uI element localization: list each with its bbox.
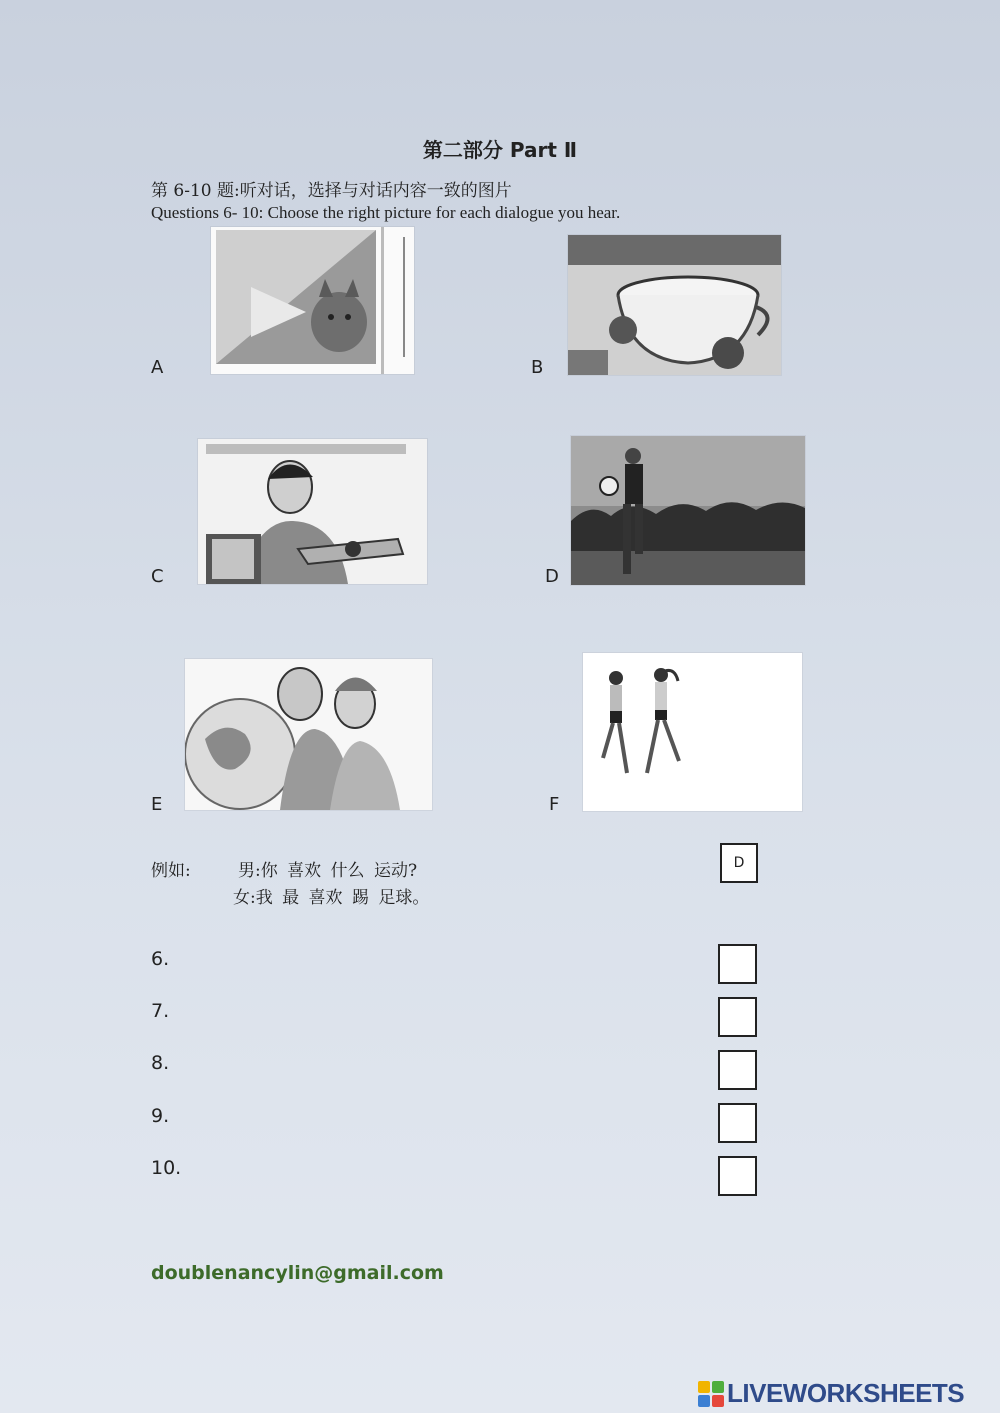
example-label: 例如: [151, 861, 191, 881]
answer-box-6[interactable] [718, 944, 757, 984]
picture-letter-d: D [545, 566, 559, 587]
picture-letter-b: B [531, 357, 544, 378]
liveworksheets-brand-text: LIVEWORKSHEETS [727, 1378, 965, 1408]
man-checking-watch-image [198, 439, 427, 584]
question-number-10: 10. [151, 1157, 182, 1179]
couple-running-image [583, 653, 802, 811]
teacup-image [568, 235, 781, 375]
example-answer-box: D [720, 843, 758, 883]
question-number-9: 9. [151, 1105, 170, 1127]
example-dialogue-man: 男:你 喜欢 什么 运动? [238, 861, 418, 881]
picture-letter-f: F [549, 794, 560, 815]
picture-letter-c: C [151, 566, 164, 587]
question-number-8: 8. [151, 1052, 170, 1074]
answer-box-10[interactable] [718, 1156, 757, 1196]
liveworksheets-icon [698, 1381, 724, 1407]
question-number-6: 6. [151, 948, 170, 970]
instruction-english: Questions 6- 10: Choose the right picture for each dialogue you hear. [151, 203, 621, 222]
cat-image [211, 227, 414, 374]
answer-box-9[interactable] [718, 1103, 757, 1143]
girl-soccer-image [571, 436, 805, 585]
question-number-7: 7. [151, 1000, 170, 1022]
picture-letter-e: E [151, 794, 163, 815]
answer-box-7[interactable] [718, 997, 757, 1037]
people-globe-image [185, 659, 432, 810]
page-title: 第二部分 Part Ⅱ [422, 138, 578, 162]
answer-box-8[interactable] [718, 1050, 757, 1090]
author-email: doublenancylin@gmail.com [151, 1262, 444, 1284]
picture-letter-a: A [151, 357, 164, 378]
liveworksheets-logo[interactable] [698, 1378, 964, 1409]
instruction-chinese: 第 6-10 题:听对话，选择与对话内容一致的图片 [151, 181, 512, 201]
example-dialogue-woman: 女:我 最 喜欢 踢 足球。 [233, 888, 430, 908]
